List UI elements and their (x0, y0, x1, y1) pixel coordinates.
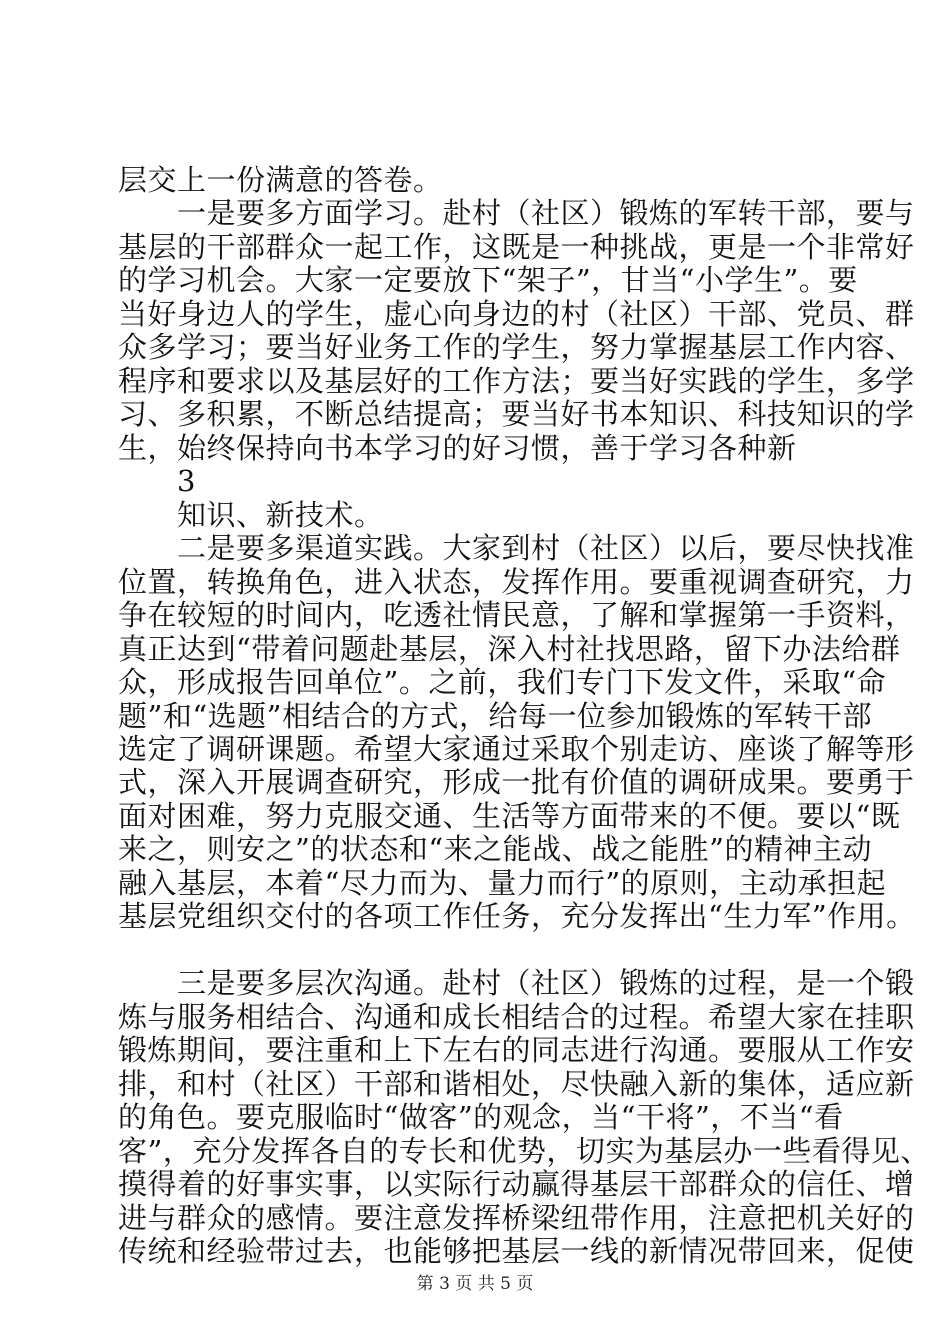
text-line: 锻炼期间，要注重和上下左右的同志进行沟通。要服从工作安 (118, 1033, 915, 1067)
text-line: 众多学习；要当好业务工作的学生，努力掌握基层工作内容、 (118, 330, 915, 364)
text-line: 二是要多渠道实践。大家到村（社区）以后，要尽快找准 (177, 531, 915, 565)
text-line: 一是要多方面学习。赴村（社区）锻炼的军转干部，要与 (177, 196, 915, 230)
text-line: 的角色。要克服临时“做客”的观念，当“干将”，不当“看 (118, 1100, 844, 1134)
text-line: 炼与服务相结合、沟通和成长相结合的过程。希望大家在挂职 (118, 1000, 915, 1034)
text-line: 程序和要求以及基层好的工作方法；要当好实践的学生，多学 (118, 364, 915, 398)
text-line: 排，和村（社区）干部和谐相处，尽快融入新的集体，适应新 (118, 1067, 915, 1101)
text-line: 选定了调研课题。希望大家通过采取个别走访、座谈了解等形 (118, 732, 915, 766)
text-line: 生，始终保持向书本学习的好习惯，善于学习各种新 (118, 431, 797, 465)
text-line: 面对困难，努力克服交通、生活等方面带来的不便。要以“既 (118, 799, 901, 833)
text-line: 的学习机会。大家一定要放下“架子”，甘当“小学生”。要 (118, 263, 858, 297)
text-line: 位置，转换角色，进入状态，发挥作用。要重视调查研究，力 (118, 565, 915, 599)
text-line: 基层的干部群众一起工作，这既是一种挑战，更是一个非常好 (118, 230, 915, 264)
text-line: 基层党组织交付的各项工作任务，充分发挥出“生力军”作用。 (118, 899, 916, 933)
inline-page-number: 3 (177, 464, 196, 498)
text-line: 争在较短的时间内，吃透社情民意，了解和掌握第一手资料， (118, 598, 915, 632)
page-footer: 第 3 页 共 5 页 (416, 1274, 534, 1294)
text-line: 融入基层，本着“尽力而为、量力而行”的原则，主动承担起 (118, 866, 887, 900)
text-line: 题”和“选题”相结合的方式，给每一位参加锻炼的军转干部 (118, 699, 872, 733)
text-line: 层交上一份满意的答卷。 (118, 163, 443, 197)
text-line: 习、多积累，不断总结提高；要当好书本知识、科技知识的学 (118, 397, 915, 431)
text-line: 式，深入开展调查研究，形成一批有价值的调研成果。要勇于 (118, 765, 915, 799)
text-line: 当好身边人的学生，虚心向身边的村（社区）干部、党员、群 (118, 297, 915, 331)
text-line: 众，形成报告回单位”。之前，我们专门下发文件，采取“命 (118, 665, 887, 699)
text-line: 三是要多层次沟通。赴村（社区）锻炼的过程，是一个锻 (177, 966, 915, 1000)
text-line: 来之，则安之”的状态和“来之能战、战之能胜”的精神主动 (118, 832, 872, 866)
text-line: 进与群众的感情。要注意发挥桥梁纽带作用，注意把机关好的 (118, 1201, 915, 1235)
text-line: 客”，充分发挥各自的专长和优势，切实为基层办一些看得见、 (118, 1134, 930, 1168)
text-line: 传统和经验带过去，也能够把基层一线的新情况带回来，促使 (118, 1234, 915, 1268)
text-line: 摸得着的好事实事，以实际行动赢得基层干部群众的信任、增 (118, 1167, 915, 1201)
text-line: 真正达到“带着问题赴基层，深入村社找思路，留下办法给群 (118, 632, 901, 666)
text-line: 知识、新技术。 (177, 498, 384, 532)
